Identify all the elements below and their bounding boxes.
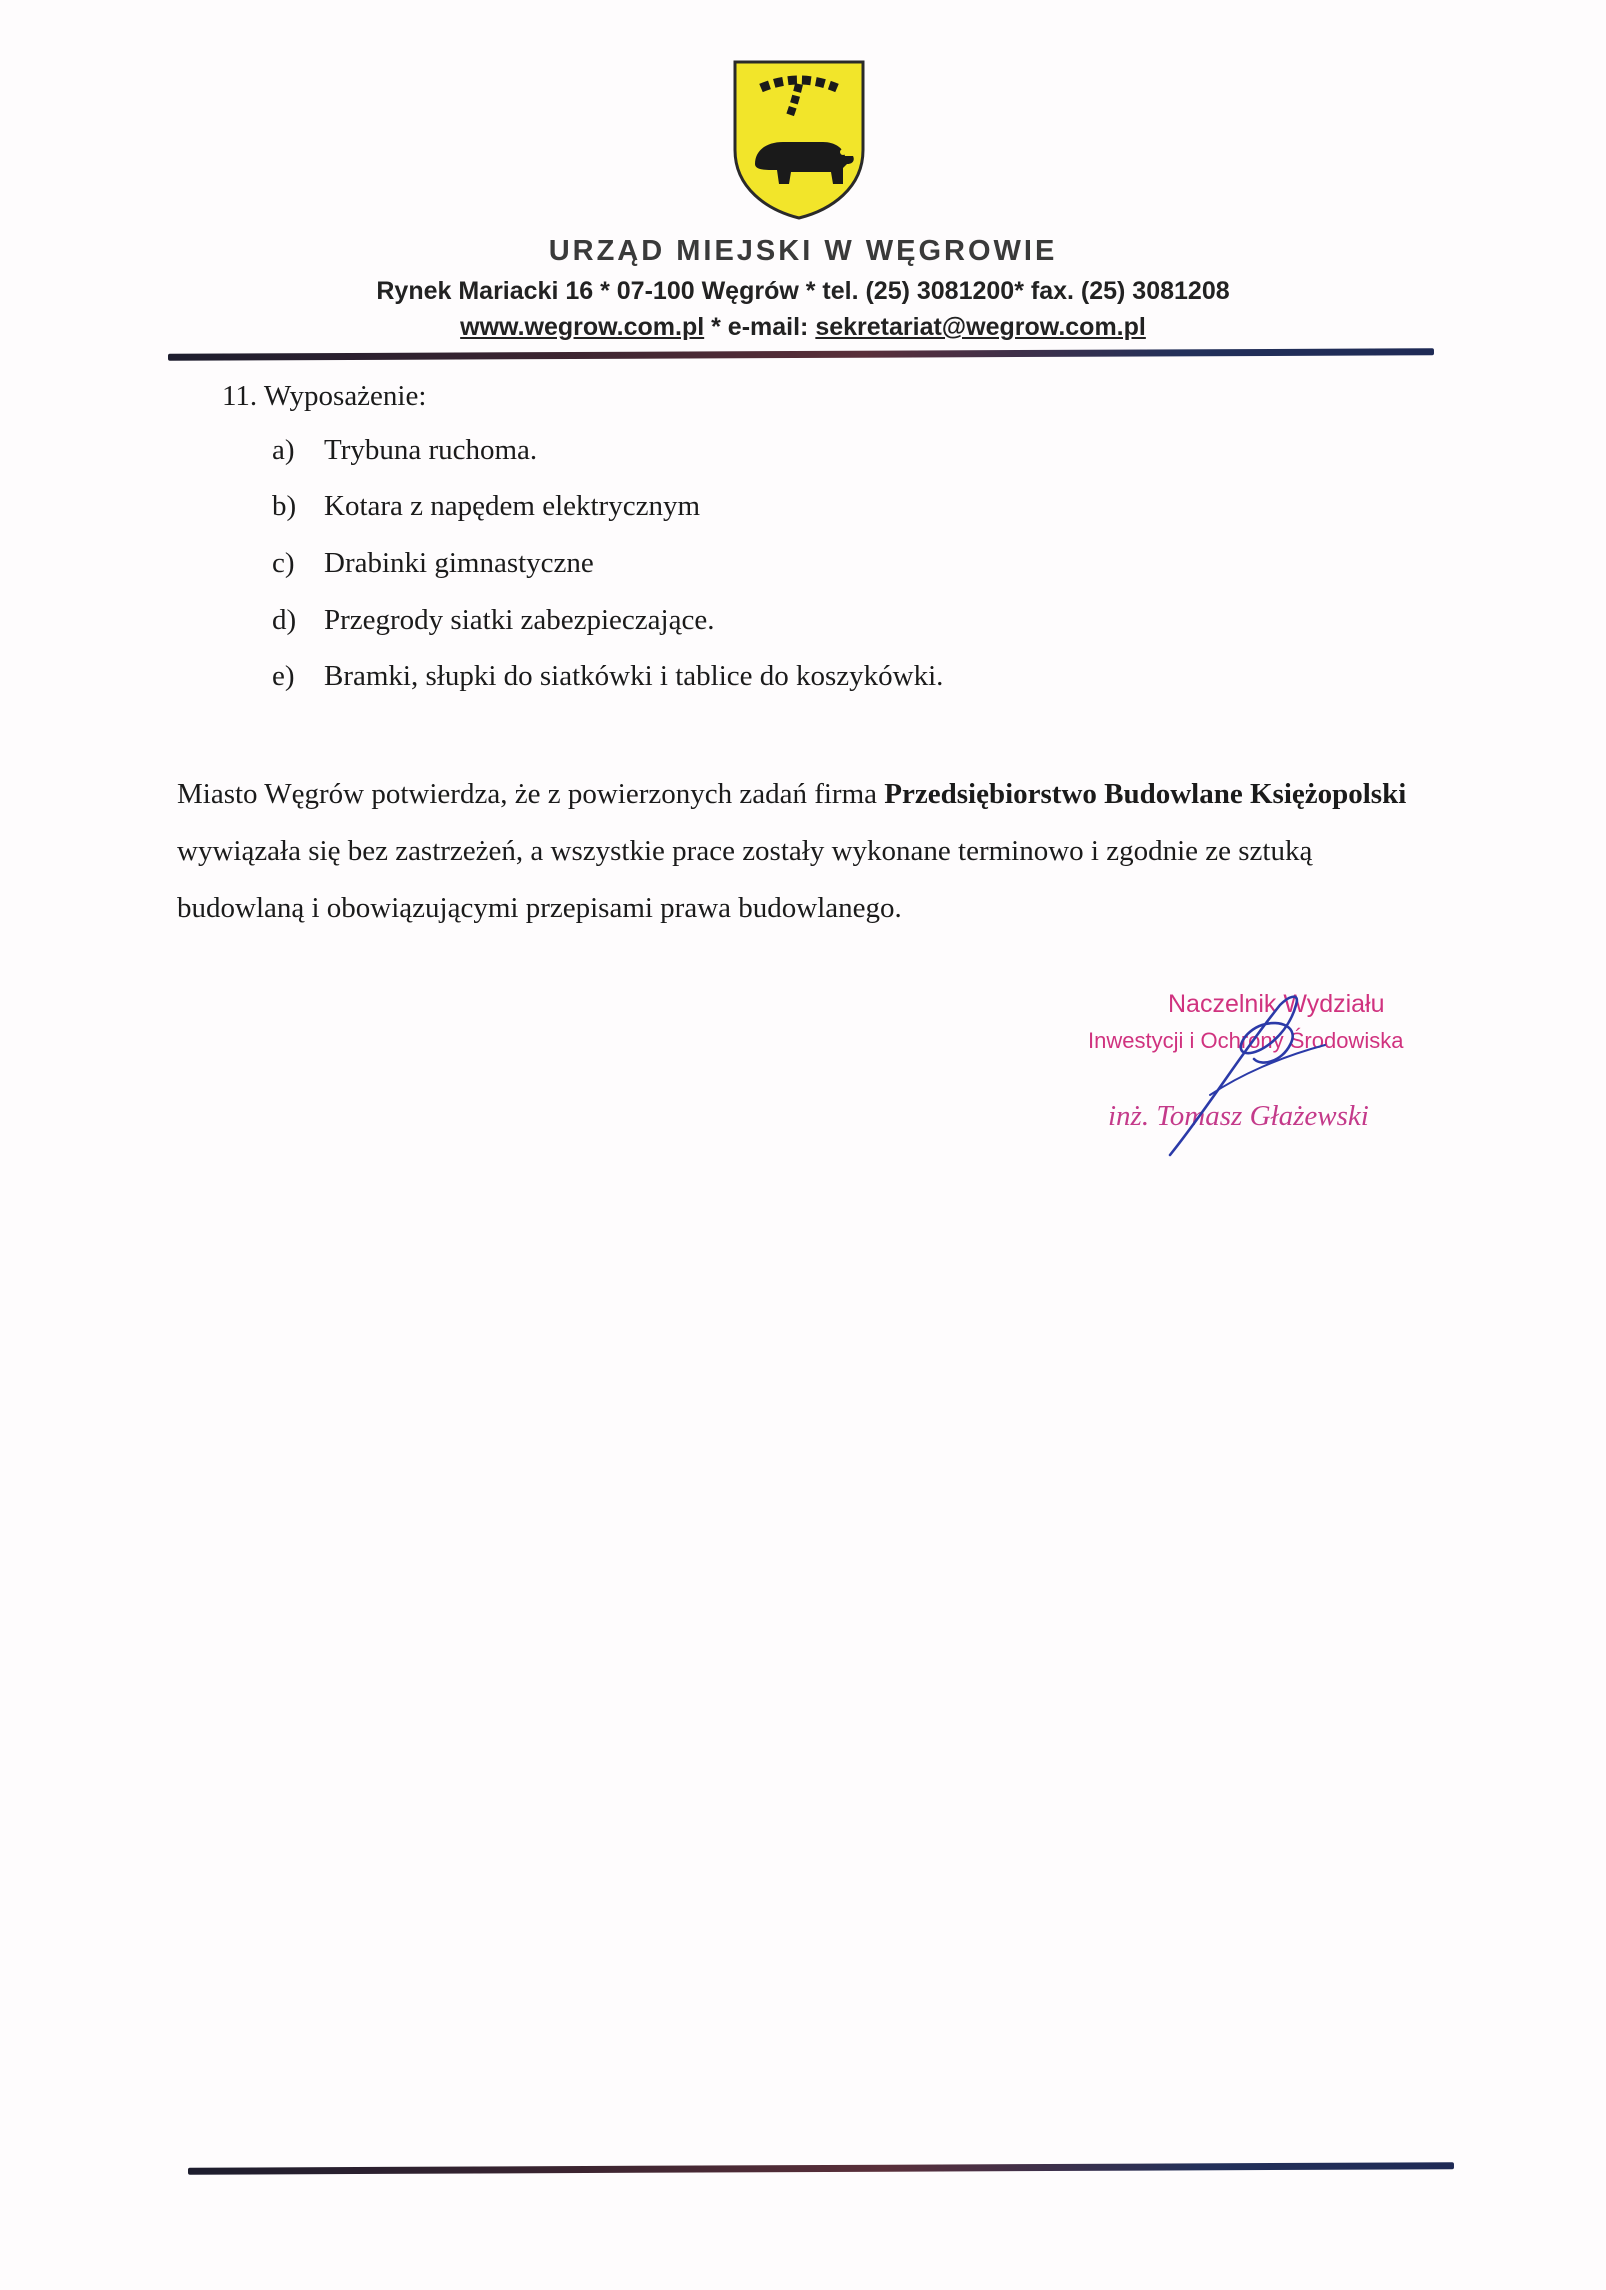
- email-link[interactable]: sekretariat@wegrow.com.pl: [815, 313, 1146, 341]
- list-text: Kotara z napędem elektrycznym: [324, 490, 701, 522]
- signature-title: Naczelnik Wydziału: [1168, 990, 1385, 1018]
- office-address: Rynek Mariacki 16 * 07-100 Węgrów * tel. (25) 3081200* fax. (25) 3081208: [376, 277, 1230, 305]
- website-link[interactable]: www.wegrow.com.pl: [460, 313, 705, 341]
- list-text: Trybuna ruchoma.: [324, 434, 538, 466]
- list-item: [272, 604, 714, 637]
- list-item: [272, 660, 943, 693]
- statement-part1: Miasto Węgrów potwierdza, że z powierzonych zadań firma: [177, 778, 885, 810]
- signature-name: inż. Tomasz Głażewski: [1108, 1100, 1369, 1132]
- equipment-heading: 11. Wyposażenie:: [222, 380, 427, 412]
- office-contact: [0, 313, 1606, 342]
- list-text: Przegrody siatki zabezpieczające.: [324, 604, 715, 636]
- list-marker: d): [272, 604, 297, 636]
- office-name: URZĄD MIEJSKI W WĘGROWIE: [548, 235, 1058, 267]
- signature-department: Inwestycji i Ochrony Środowiska: [1088, 1028, 1404, 1053]
- town-coat-of-arms-icon: [731, 58, 867, 222]
- company-name: Przedsiębiorstwo Budowlane Księżopolski: [884, 778, 1407, 810]
- handwritten-signature-icon: [1150, 975, 1340, 1165]
- list-item: [272, 434, 537, 467]
- footer-divider: [188, 2162, 1454, 2175]
- list-marker: c): [272, 547, 295, 579]
- header-divider: [168, 348, 1434, 361]
- list-text: Drabinki gimnastyczne: [324, 547, 594, 579]
- list-text: Bramki, słupki do siatkówki i tablice do koszykówki.: [324, 660, 944, 692]
- list-item: [272, 547, 594, 580]
- confirmation-paragraph: [177, 766, 1435, 937]
- list-marker: b): [272, 490, 297, 522]
- list-marker: a): [272, 434, 295, 466]
- list-item: [272, 490, 700, 523]
- statement-part2: wywiązała się bez zastrzeżeń, a wszystkie prace zostały wykonane terminowo i zgodnie ze sztuką budowlaną i obowiązującymi przepisami prawa budowlanego.: [177, 835, 1313, 924]
- email-label: * e-mail:: [704, 313, 816, 341]
- list-marker: e): [272, 660, 295, 692]
